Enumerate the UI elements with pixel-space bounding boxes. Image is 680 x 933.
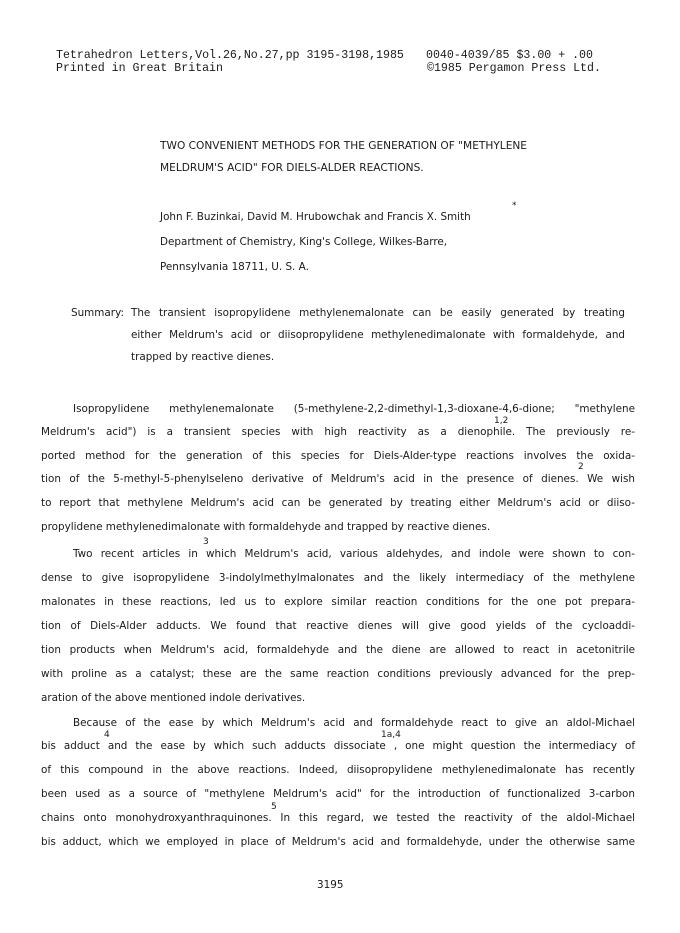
printed-in: Printed in Great Britain [56,62,223,75]
copyright: ©1985 Pergamon Press Ltd. [427,62,601,75]
p2-line-5: tion products when Meldrum's acid, formaldehyde and the diene are allowed to react in acetonitrile [41,644,635,656]
p2-line-2: dense to give isopropylidene 3-indolylmethylmalonates and the likely intermediacy of the methylene [41,572,635,584]
p1-line-5: to report that methylene Meldrum's acid can be generated by treating either Meldrum's acid or diiso- [41,497,635,509]
p1-line-6: propylidene methylenedimalonate with formaldehyde and trapped by reactive dienes. [41,521,491,533]
p3-line-4: been used as a source of "methylene Meldrum's acid" for the introduction of functionalized 3-carbon [41,788,635,800]
p3-ref-1a-4: 1a,4 [381,730,401,740]
summary-line-2: either Meldrum's acid or diisopropylidene methylenedimalonate with formaldehyde, and [131,329,625,341]
p1-ref-2: 2 [578,462,584,472]
summary-label: Summary: [71,307,124,319]
author-names: John F. Buzinkai, David M. Hrubowchak and Francis X. Smith [160,211,471,223]
p1-line-3: ported method for the generation of this species for Diels-Alder-type reactions involves the oxida- [41,450,635,462]
p3-line-3: of this compound in the above reactions. Indeed, diisopropylidene methylenedimalonate has recently [41,764,635,776]
p2-line-1: Two recent articles in which Meldrum's acid, various aldehydes, and indole were shown to con- [73,548,635,560]
paper-title-line-1: TWO CONVENIENT METHODS FOR THE GENERATION OF "METHYLENE [160,140,528,152]
p1-line-1: Isopropylidene methylenemalonate (5-methylene-2,2-dimethyl-1,3-dioxane-4,6-dione; "methylene [73,403,635,415]
affiliation-line-1: Department of Chemistry, King's College, Wilkes-Barre, [160,236,448,248]
p2-line-4: tion of Diels-Alder adducts. We found that reactive dienes will give good yields of the cycloaddi- [41,620,635,632]
p1-line-4: tion of the 5-methyl-5-phenylseleno derivative of Meldrum's acid in the presence of dienes. We wish [41,473,635,485]
p2-ref-3: 3 [203,537,209,547]
p2-line-7: aration of the above mentioned indole derivatives. [41,692,306,704]
p2-line-3: malonates in these reactions, led us to explore similar reaction conditions for the one pot prepara- [41,596,635,608]
p2-line-6: with proline as a catalyst; these are the same reaction conditions previously advanced for the prep- [41,668,635,680]
summary-line-3: trapped by reactive dienes. [131,351,275,363]
corresponding-author-mark: * [512,201,517,211]
p3-line-2: bis adduct and the ease by which such adducts dissociate , one might question the intermediacy of [41,740,635,752]
p3-ref-4: 4 [104,730,110,740]
journal-citation: Tetrahedron Letters,Vol.26,No.27,pp 3195-3198,1985 [56,49,404,62]
summary-line-1: The transient isopropylidene methylenemalonate can be easily generated by treating [131,307,625,319]
p1-ref-1-2: 1,2 [494,416,509,426]
p3-line-6: bis adduct, which we employed in place of Meldrum's acid and formaldehyde, under the otherwise same [41,836,635,848]
p1-line-2: Meldrum's acid") is a transient species with high reactivity as a dienophile. The previously re- [41,426,635,438]
affiliation-line-2: Pennsylvania 18711, U. S. A. [160,261,309,273]
p3-line-1: Because of the ease by which Meldrum's acid and formaldehyde react to give an aldol-Michael [73,717,635,729]
price-code: 0040-4039/85 $3.00 + .00 [426,49,593,62]
p3-line-5: chains onto monohydroxyanthraquinones. In this regard, we tested the reactivity of the aldol-Michael [41,812,635,824]
p3-ref-5: 5 [271,802,277,812]
page-number: 3195 [317,879,344,891]
paper-title-line-2: MELDRUM'S ACID" FOR DIELS-ALDER REACTIONS. [160,162,424,174]
